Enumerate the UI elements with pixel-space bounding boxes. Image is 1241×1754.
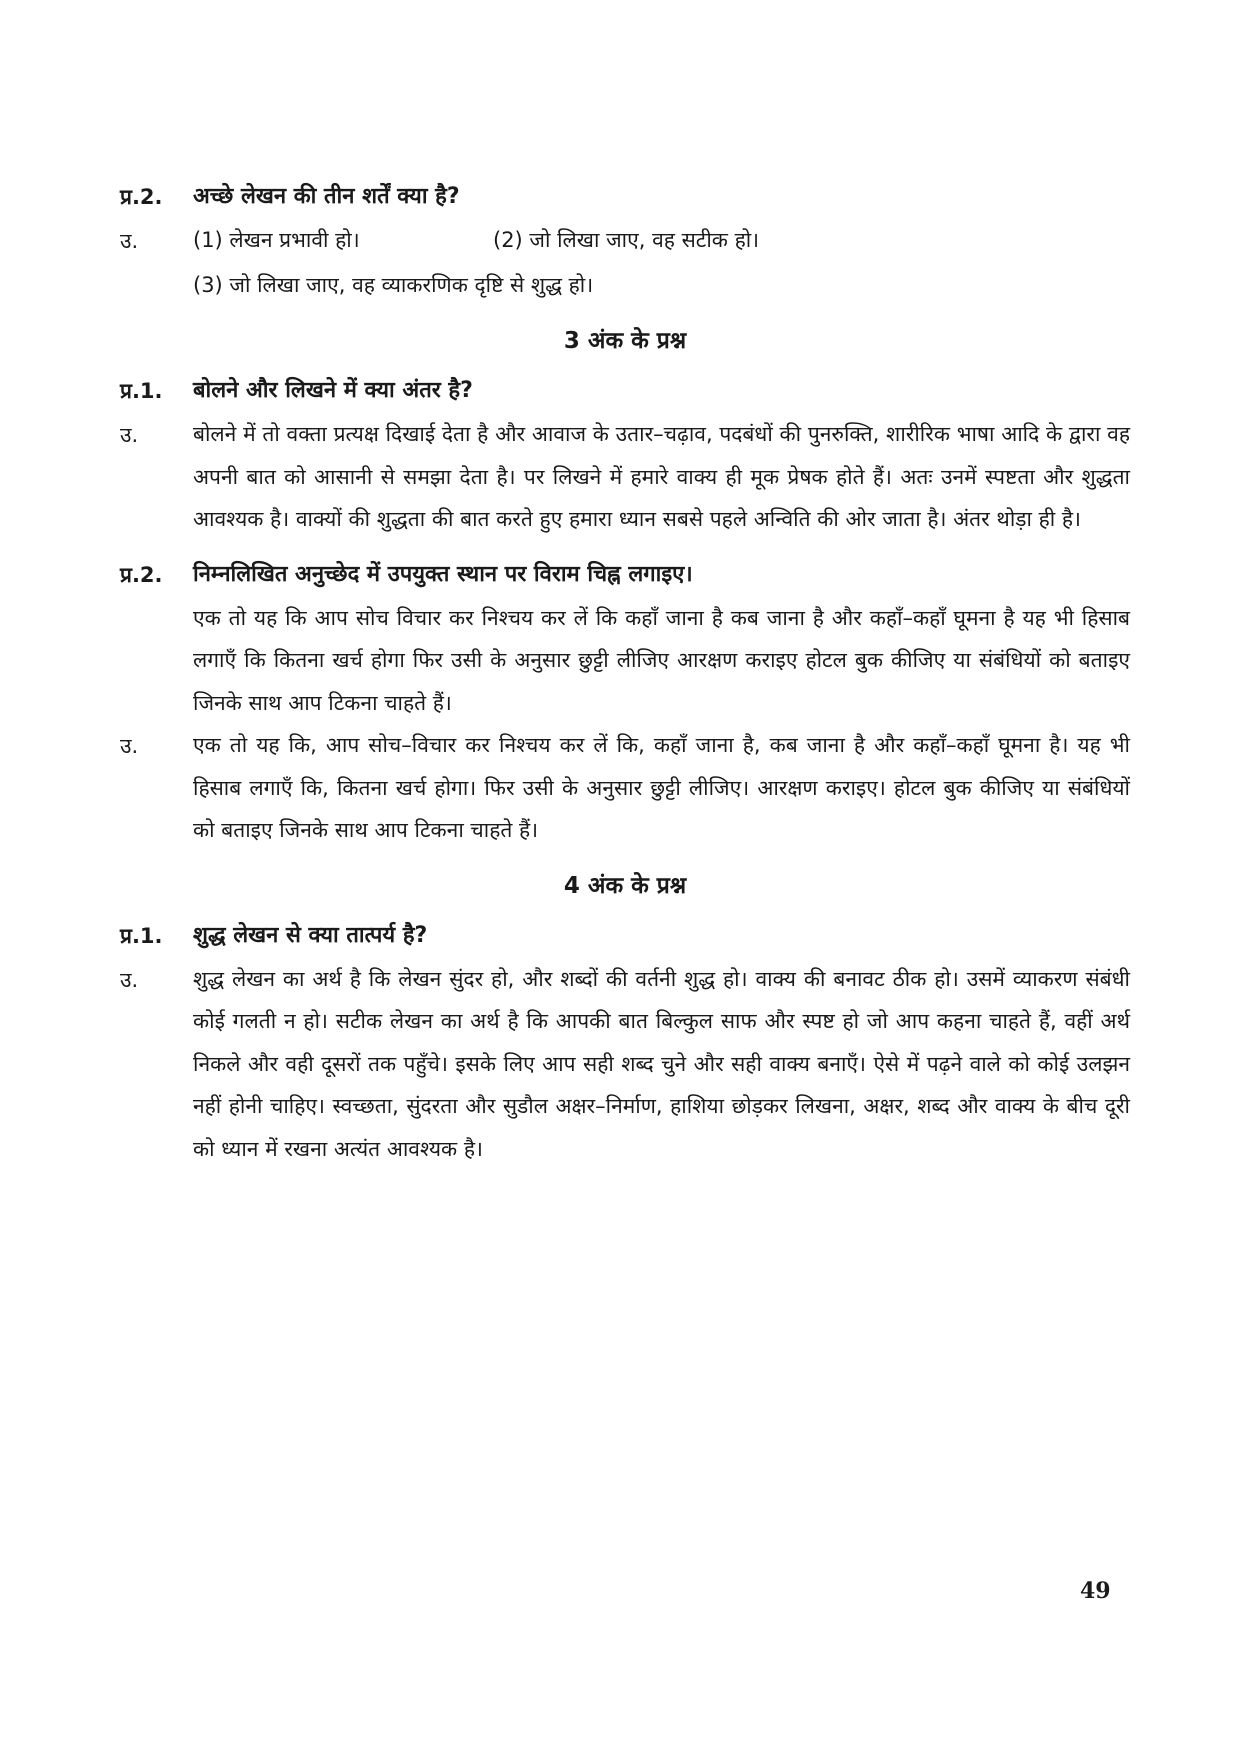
section-heading: 4 अंक के प्रश्न xyxy=(563,872,687,899)
question-text: निम्नलिखित अनुच्छेद में उपयुक्त स्थान पर विराम चिह्न लगाइए। xyxy=(193,561,693,587)
answer-options xyxy=(193,219,1130,262)
answer-label: उ. xyxy=(120,229,139,253)
question-row xyxy=(120,369,1130,413)
answer-label: उ. xyxy=(120,967,139,992)
question-row xyxy=(120,553,1130,597)
question-text: अच्छे लेखन की तीन शर्तें क्या है? xyxy=(193,184,460,209)
question-label: प्र.1. xyxy=(120,923,163,948)
answer-option-1: (1) लेखन प्रभावी हो। xyxy=(193,228,360,252)
answer-row xyxy=(120,724,1130,852)
answer-label: उ. xyxy=(120,734,139,758)
page-number: 49 xyxy=(1080,1578,1111,1604)
answer-row xyxy=(120,219,1130,263)
section-heading: 3 अंक के प्रश्न xyxy=(563,328,687,354)
answer-text: शुद्ध लेखन का अर्थ है कि लेखन सुंदर हो, और शब्दों की वर्तनी शुद्ध हो। वाक्य की बनावट ठीक हो। उसमें व्याकरण संबंधी कोई गलती न हो। सटीक लेखन का अर्थ है कि आपकी बात बिल्कुल साफ और स्पष्ट हो जो आप कहना चाहते हैं, वहीं अर्थ निकले और वही दूसरों तक पहुँचे। इसके लिए आप सही शब्द चुने और सही वाक्य बनाएँ। ऐसे में पढ़ने वाले को कोई उलझन नहीं होनी चाहिए। स्वच्छता, सुंदरता और सुडौल अक्षर–निर्माण, हाशिया छोड़कर लिखना, अक्षर, शब्द और वाक्य के बीच दूरी को ध्यान में रखना अत्यंत आवश्यक है। xyxy=(193,966,1130,1161)
question-row xyxy=(120,175,1130,219)
answer-option-2: (2) जो लिखा जाए, वह सटीक हो। xyxy=(493,228,760,252)
passage-text: एक तो यह कि आप सोच विचार कर निश्चय कर लें कि कहाँ जाना है कब जाना है और कहाँ–कहाँ घूमना है यह भी हिसाब लगाएँ कि कितना खर्च होगा फिर उसी के अनुसार छुट्टी लीजिए आरक्षण कराइए होटल बुक कीजिए या संबंधियों को बताइए जिनके साथ आप टिकना चाहते हैं। xyxy=(193,605,1130,715)
question-label: प्र.2. xyxy=(120,185,163,209)
page-content xyxy=(120,175,1130,1170)
question-row xyxy=(120,914,1130,958)
question-label: प्र.1. xyxy=(120,379,163,403)
answer-row xyxy=(120,413,1130,541)
question-text: बोलने और लिखने में क्या अंतर है? xyxy=(193,378,473,403)
answer-label: उ. xyxy=(120,423,139,447)
question-text: शुद्ध लेखन से क्या तात्पर्य है? xyxy=(193,922,428,948)
spacer xyxy=(120,541,1130,553)
answer-text: एक तो यह कि, आप सोच–विचार कर निश्चय कर लें कि, कहाँ जाना है, कब जाना है और कहाँ–कहाँ घूमना है। यह भी हिसाब लगाएँ कि, कितना खर्च होगा। फिर उसी के अनुसार छुट्टी लीजिए। आरक्षण कराइए। होटल बुक कीजिए या संबंधियों को बताइए जिनके साथ आप टिकना चाहते हैं। xyxy=(193,733,1130,842)
answer-option-3: (3) जो लिखा जाए, वह व्याकरणिक दृष्टि से शुद्ध हो। xyxy=(193,273,594,297)
question-label: प्र.2. xyxy=(120,562,163,587)
answer-text: बोलने में तो वक्ता प्रत्यक्ष दिखाई देता है और आवाज के उतार–चढ़ाव, पदबंधों की पुनरुक्ति, शारीरिक भाषा आदि के द्वारा वह अपनी बात को आसानी से समझा देता है। पर लिखने में हमारे वाक्य ही मूक प्रेषक होते हैं। अतः उनमें स्पष्टता और शुद्धता आवश्यक है। वाक्यों की शुद्धता की बात करते हुए हमारा ध्यान सबसे पहले अन्विति की ओर जाता है। अंतर थोड़ा ही है। xyxy=(193,422,1130,531)
answer-row xyxy=(120,958,1130,1171)
passage-row xyxy=(120,597,1130,725)
